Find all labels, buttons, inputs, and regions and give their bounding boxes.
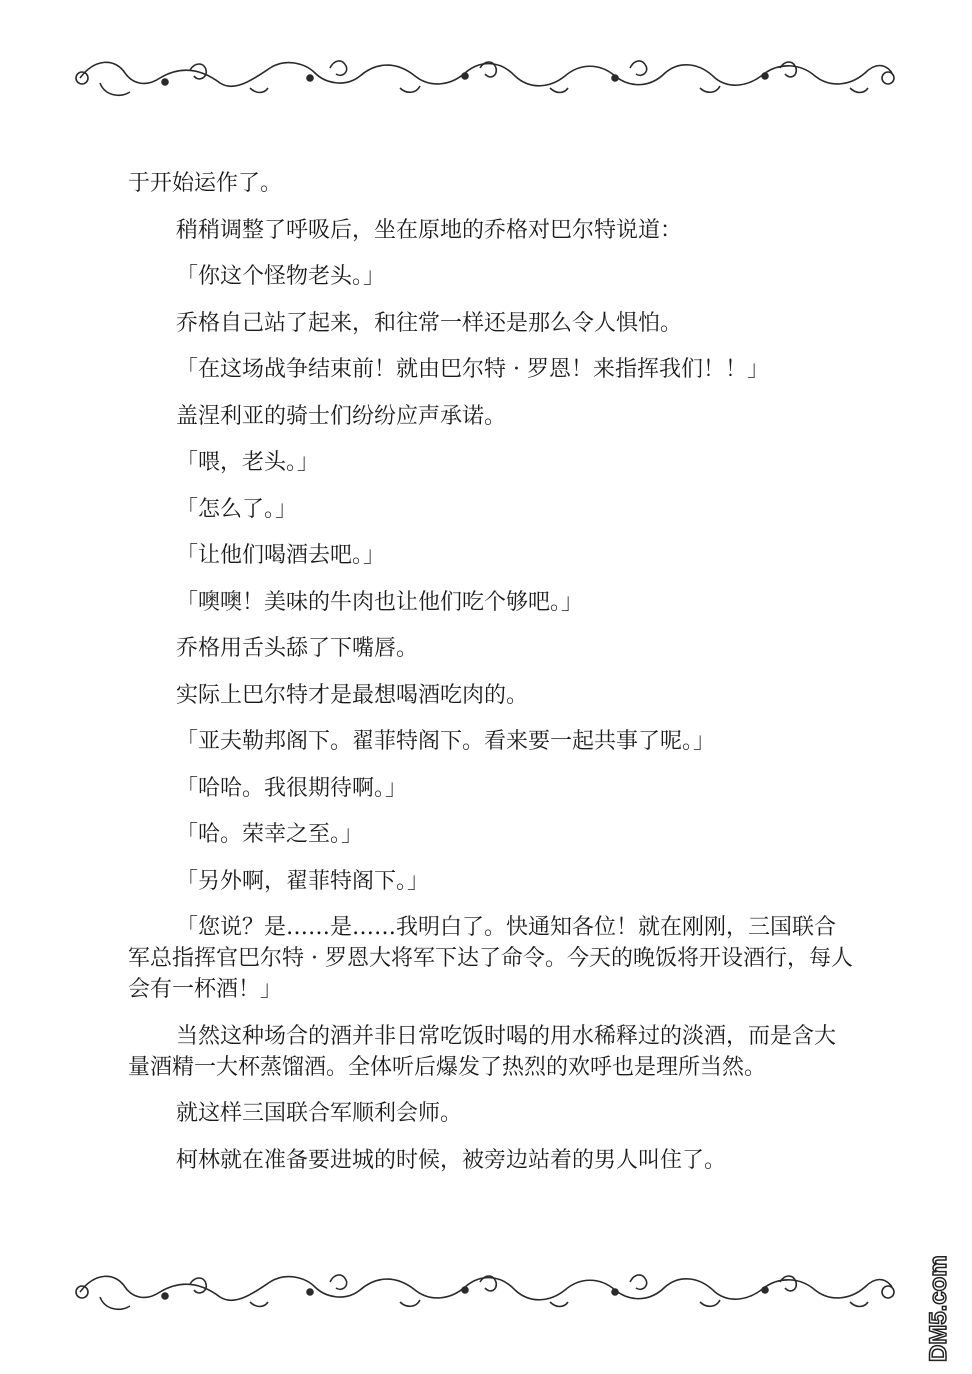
- paragraph: 于开始运作了。: [128, 171, 283, 196]
- paragraph: 「哈。荣幸之至。」: [176, 822, 364, 847]
- paragraph: 「喂，老头。」: [176, 450, 320, 475]
- paragraph: 「另外啊，翟菲特阁下。」: [176, 868, 430, 894]
- bottom-vine-ornament-icon: [70, 1262, 900, 1322]
- dm5-watermark-svg: [925, 1250, 964, 1365]
- top-vine-ornament-icon: [70, 48, 900, 108]
- watermark-text: DM5.com: [925, 1255, 952, 1362]
- paragraph: 「噢噢！美味的牛肉也让他们吃个够吧。」: [176, 589, 584, 615]
- paragraph: 柯林就在准备要进城的时候，被旁边站着的男人叫住了。: [176, 1147, 727, 1173]
- novel-text-body: [128, 168, 853, 1191]
- paragraph: 「在这场战争结束前！就由巴尔特 · 罗恩！来指挥我们！！」: [176, 357, 769, 382]
- paragraph: 「哈哈。我很期待啊。」: [176, 775, 408, 801]
- dm5-watermark-logo: [925, 1250, 964, 1365]
- paragraph: 就这样三国联合军顺利会师。: [176, 1101, 463, 1126]
- paragraph: 当然这种场合的酒并非日常吃饭时喝的用水稀释过的淡酒，而是含大量酒精一大杯蒸馏酒。全体听后爆发了热烈的欢呼也是理所当然。: [128, 1023, 837, 1080]
- bottom-ornament-svg: [70, 1262, 900, 1322]
- paragraph: 乔格用舌头舔了下嘴唇。: [176, 636, 419, 661]
- paragraph: 「让他们喝酒去吧。」: [176, 543, 386, 568]
- paragraph: 「亚夫勒邦阁下。翟菲特阁下。看来要一起共事了呢。」: [176, 729, 716, 754]
- paragraph: 乔格自己站了起来，和往常一样还是那么令人惧怕。: [176, 310, 683, 336]
- paragraph: 「你这个怪物老头。」: [176, 264, 386, 289]
- paragraph: 「您说？是……是……我明白了。快通知各位！就在刚刚，三国联合军总指挥官巴尔特 · 罗恩大将军下达了命令。今天的晚饭将开设酒行，每人会有一杯酒！」: [128, 915, 853, 1002]
- paragraph: 盖涅利亚的骑士们纷纷应声承诺。: [176, 403, 507, 429]
- paragraph: 实际上巴尔特才是最想喝酒吃肉的。: [176, 682, 529, 708]
- paragraph: 稍稍调整了呼吸后，坐在原地的乔格对巴尔特说道：: [176, 217, 683, 243]
- top-ornament-svg: [70, 48, 900, 108]
- paragraph: 「怎么了。」: [176, 496, 298, 522]
